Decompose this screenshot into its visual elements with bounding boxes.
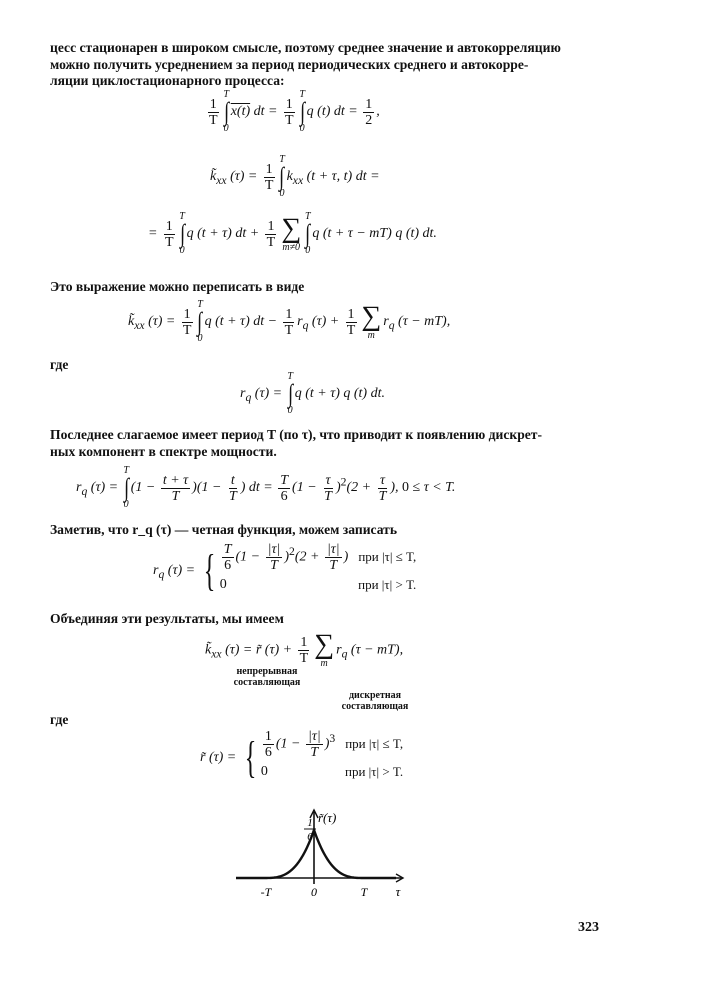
curve-r-tilde [236,830,396,878]
condition-gt: при |τ| > T. [358,577,417,592]
equation-kxx-average: $k̃_{xx}$ (τ) = $\frac{1}{T}$ T ∫ 0 $k_{xx}$ (t + τ, t) dt = [210,154,380,199]
equation-kxx-rewritten: $k̃_{xx}$ (τ) = $\frac{1}{T}$ T ∫ 0 q (t + τ) dt − $\frac{1}{T}$ $r_q$ (τ) + $\frac{1}{T}$ ∑ m $r_q$ (τ − mT), [128,299,451,344]
peak-label-num: 1 [307,817,313,829]
equation-rq-def: $r_q$ (τ) = T ∫ 0 q (t + τ) q (t) dt. [240,371,385,416]
label-discrete-component: дискретная составляющая [341,690,409,712]
x-axis-label: τ [395,884,401,899]
equation-r-tilde-piecewise: r̃ (τ) = { $\frac{1}{6}$ (1 − $\frac{|\tau|}{T}$ )$^3$ при |τ| ≤ T, 0 при |τ| > T. [200,728,404,782]
condition-le-2: при |τ| ≤ T, [345,736,404,751]
equation-mean: $\frac{1}{T}$ T ∫ 0 x(t) dt = $\frac{1}{T}$ T ∫ 0 q (t) dt = $\frac{1}{2}$ , [209,89,380,134]
equation-kxx-expanded: = $\frac{1}{T}$ T ∫ 0 q (t + τ) dt + $\frac{1}{T}$ ∑ m≠0 T ∫ 0 q (t + τ − mT) q (t) dt. [148,211,437,256]
peak-label-den: 6 [307,831,313,843]
text-line: ляции циклостационарного процесса: [50,73,285,89]
tick-label-zero: 0 [311,885,317,899]
equation-rq-piecewise: $r_q$ (τ) = { $\frac{T}{6}$ (1 − $\frac{|\tau|}{T}$ )$^2$(2 + $\frac{|\tau|}{T}$ ) при |τ| ≤ T, 0 при |τ| > T. [153,541,417,595]
curve-label: r̃(τ) [318,810,337,825]
text-line: Заметив, что r_q (τ) — четная функция, можем записать [50,522,398,537]
text-line: можно получить усреднением за период периодических среднего и автокорре- [50,56,529,72]
text-line: где [50,712,69,727]
text-line: Это выражение можно переписать в виде [50,279,305,294]
page-number: 323 [578,920,599,935]
condition-le: при |τ| ≤ T, [358,549,417,564]
tick-label-T: T [360,885,368,899]
text-line: ных компонент в спектре мощности. [50,443,277,459]
text-line: где [50,357,69,372]
label-continuous-component: непрерывная составляющая [233,666,301,688]
tick-label-minus-T: -T [260,885,272,899]
text-line: Объединяя эти результаты, мы имеем [50,611,284,626]
text-line: цесс стационарен в широком смысле, поэтому среднее значение и автокорреляцию [50,40,561,55]
equation-rq-computed: $r_q$ (τ) = T ∫ 0 (1 − $\frac{t + \tau}{T}$ )(1 − $\frac{t}{T}$ ) dt = $\frac{T}{6}$ (1 − $\frac{\tau}{T}$ )$^2$(2 + $\frac{\tau}{T}$ ), 0 ≤ τ < T. [76,465,456,510]
equation-kxx-final: $k̃_{xx}$ (τ) = r̃ (τ) + $\frac{1}{T}$ ∑ m $r_q$ (τ − mT), [205,629,404,669]
condition-gt-2: при |τ| > T. [345,764,404,779]
text-line: Последнее слагаемое имеет период T (по τ), что приводит к появлению дискрет- [50,427,542,442]
